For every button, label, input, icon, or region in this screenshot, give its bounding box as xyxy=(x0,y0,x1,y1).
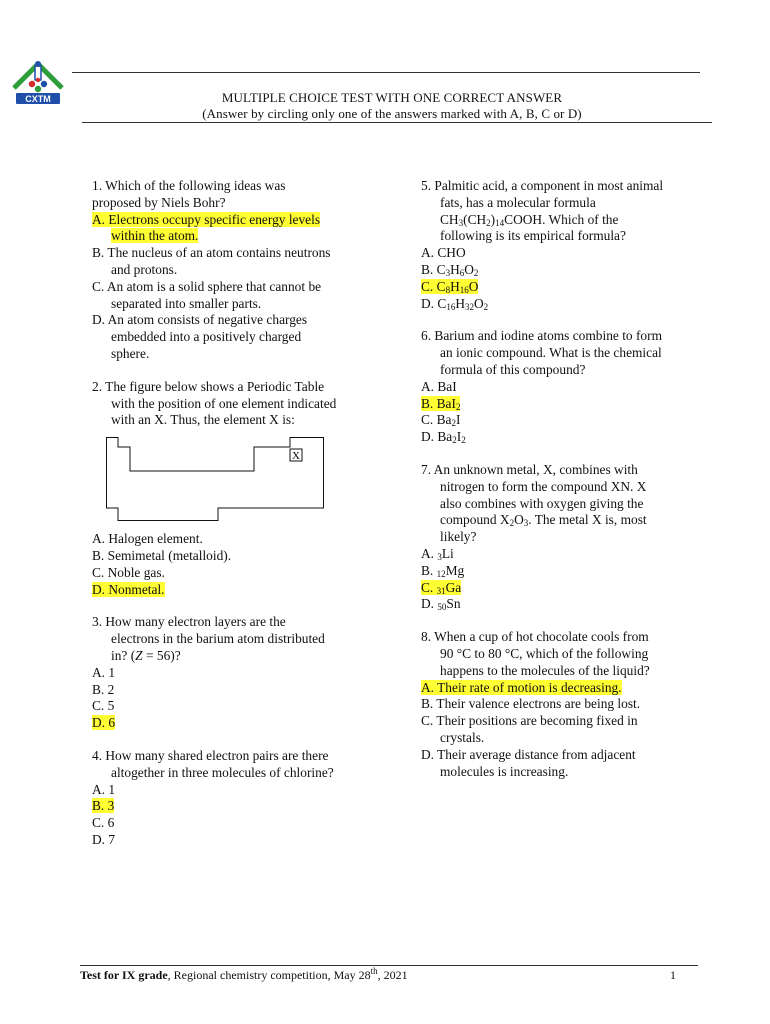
q4-stem-line: altogether in three molecules of chlorine? xyxy=(111,764,334,780)
q8-option-b[interactable]: B. Their valence electrons are being lost. xyxy=(421,696,641,712)
q7-stem-line: nitrogen to form the compound XN. X xyxy=(440,478,647,494)
logo-text: CXTM xyxy=(25,94,51,104)
q4-option-a[interactable]: A. 1 xyxy=(92,781,116,797)
q5-option-d[interactable]: D. $C_{16}H_{32}O_2$ xyxy=(421,295,489,312)
q6-stem-line: formula of this compound? xyxy=(440,361,586,377)
q2-stem-line: with the position of one element indicated xyxy=(111,395,337,411)
q1-option-d[interactable]: D. An atom consists of negative charges xyxy=(92,312,308,328)
q5-option-b[interactable]: B. $C_3H_6O_2$ xyxy=(421,261,479,278)
q8-option-a[interactable]: A. Their rate of motion is decreasing. xyxy=(421,679,622,695)
q7-stem-line: also combines with oxygen giving the xyxy=(440,495,644,511)
right-column xyxy=(421,178,721,796)
q5-stem-line: fats, has a molecular formula xyxy=(440,194,596,210)
q8-option-c-cont[interactable]: crystals. xyxy=(440,729,485,745)
q3-stem-line: 3. How many electron layers are the xyxy=(92,614,286,630)
q5-formula-line: $CH_3(CH_2)_{14}COOH$. Which of the xyxy=(440,211,619,228)
q6-stem-line: an ionic compound. What is the chemical xyxy=(440,345,662,361)
test-instructions: (Answer by circling only one of the answers marked with A, B, C or D) xyxy=(202,106,582,121)
q3-option-d[interactable]: D. 6 xyxy=(92,715,116,731)
q2-option-c[interactable]: C. Noble gas. xyxy=(92,564,165,580)
periodic-table-figure xyxy=(106,437,324,521)
q1-option-b[interactable]: B. The nucleus of an atom contains neutrons xyxy=(92,245,331,261)
q3-option-a[interactable]: A. 1 xyxy=(92,664,116,680)
q6-option-d[interactable]: D. $Ba_2I_2$ xyxy=(421,429,466,446)
q8-stem-line: happens to the molecules of the liquid? xyxy=(440,662,650,678)
q7-option-c[interactable]: C. $_{31}$Ga xyxy=(421,579,462,596)
q4-option-d[interactable]: D. 7 xyxy=(92,831,116,847)
left-column xyxy=(92,178,392,865)
cxtm-logo xyxy=(10,60,66,106)
q3-stem-line: in? (Z = 56)? xyxy=(111,647,181,663)
question-3 xyxy=(92,614,392,732)
q5-stem-line: 5. Palmitic acid, a component in most animal xyxy=(421,178,664,193)
q8-option-d-cont[interactable]: molecules is increasing. xyxy=(440,763,569,779)
q5-option-a[interactable]: A. CHO xyxy=(421,245,466,261)
q8-option-d[interactable]: D. Their average distance from adjacent xyxy=(421,746,636,762)
q2-option-d[interactable]: D. Nonmetal. xyxy=(92,581,165,597)
q1-option-c[interactable]: C. An atom is a solid sphere that cannot be xyxy=(92,278,322,294)
question-4 xyxy=(92,748,392,849)
q7-option-d[interactable]: D. $_{50}$Sn xyxy=(421,596,461,613)
q4-option-b[interactable]: B. 3 xyxy=(92,798,115,814)
q6-option-c[interactable]: C. $Ba_2I$ xyxy=(421,412,461,429)
q8-stem-line: 90 °C to 80 °C, which of the following xyxy=(440,645,649,661)
question-8 xyxy=(421,629,721,780)
q1-option-a-cont[interactable]: within the atom. xyxy=(111,228,199,244)
top-rule xyxy=(72,72,700,73)
q8-option-c[interactable]: C. Their positions are becoming fixed in xyxy=(421,713,638,729)
question-5 xyxy=(421,178,721,312)
q3-stem-line: electrons in the barium atom distributed xyxy=(111,631,325,647)
element-x-label: X xyxy=(292,450,300,463)
question-2 xyxy=(92,379,392,599)
q1-option-a[interactable]: A. Electrons occupy specific energy levels xyxy=(92,211,321,227)
question-6 xyxy=(421,328,721,446)
page-number: 1 xyxy=(670,968,676,982)
footer-rule xyxy=(80,965,698,966)
q1-option-b-cont[interactable]: and protons. xyxy=(111,261,178,277)
q4-stem-line: 4. How many shared electron pairs are there xyxy=(92,747,329,763)
q2-stem-line: with an X. Thus, the element X is: xyxy=(111,412,295,428)
q1-stem-line: proposed by Niels Bohr? xyxy=(92,194,226,210)
page-footer: Test for IX grade, Regional chemistry competition, May 28th, 2021 xyxy=(80,966,408,982)
q5-stem-line: following is its empirical formula? xyxy=(440,228,626,244)
q3-option-c[interactable]: C. 5 xyxy=(92,698,115,714)
q5-option-c[interactable]: C. $C_8H_{16}O$ xyxy=(421,278,479,295)
test-title: MULTIPLE CHOICE TEST WITH ONE CORRECT ANSWER xyxy=(221,90,563,105)
q8-stem-line: 8. When a cup of hot chocolate cools from xyxy=(421,629,649,645)
q2-option-b[interactable]: B. Semimetal (metalloid). xyxy=(92,547,232,563)
q7-stem-line: likely? xyxy=(440,529,477,545)
q1-stem-line: 1. Which of the following ideas was xyxy=(92,178,286,193)
q2-option-a[interactable]: A. Halogen element. xyxy=(92,531,203,547)
header-rule xyxy=(82,122,712,123)
q6-stem-line: 6. Barium and iodine atoms combine to form xyxy=(421,328,662,344)
q4-option-c[interactable]: C. 6 xyxy=(92,815,115,831)
question-7 xyxy=(421,462,721,613)
q7-option-a[interactable]: A. $_3$Li xyxy=(421,545,454,562)
q7-stem-line: 7. An unknown metal, X, combines with xyxy=(421,461,638,477)
q2-stem-line: 2. The figure below shows a Periodic Table xyxy=(92,378,325,394)
q1-option-d-cont[interactable]: embedded into a positively charged xyxy=(111,329,302,345)
q7-formula-line: compound $X_2O_3$. The metal X is, most xyxy=(440,512,647,529)
q1-option-d-cont[interactable]: sphere. xyxy=(111,345,150,361)
q6-option-b[interactable]: B. BaI$_2$ xyxy=(421,395,461,412)
question-1 xyxy=(92,178,392,363)
q1-option-c-cont[interactable]: separated into smaller parts. xyxy=(111,295,262,311)
q3-option-b[interactable]: B. 2 xyxy=(92,681,115,697)
q6-option-a[interactable]: A. BaI xyxy=(421,378,457,394)
q7-option-b[interactable]: B. $_{12}$Mg xyxy=(421,562,465,579)
